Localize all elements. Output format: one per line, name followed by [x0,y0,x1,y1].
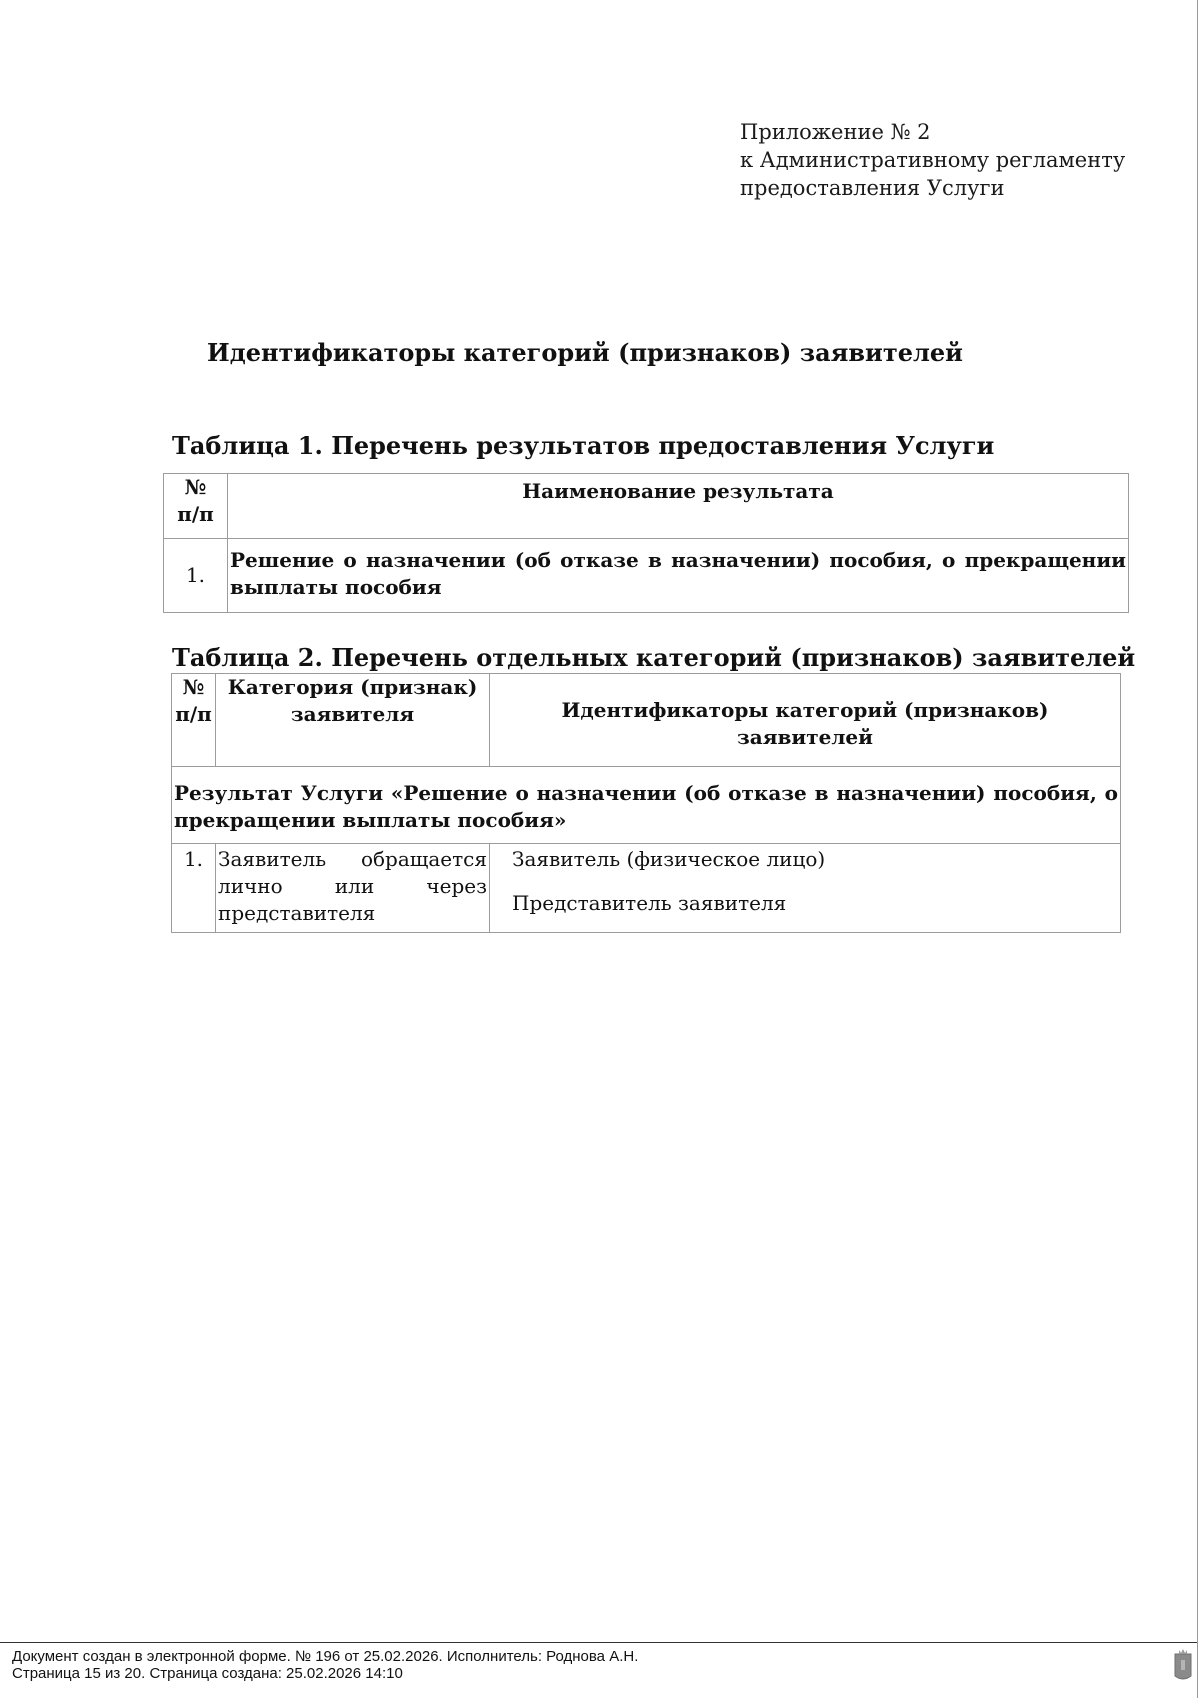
document-footer [12,1648,638,1682]
header-identifiers [490,674,1121,767]
header-result-name: Наименование результата [228,474,1129,539]
coat-of-arms-icon [1173,1648,1193,1682]
result-name-cell [228,539,1129,613]
header-number-line-2: п/п [175,702,212,726]
appendix-line-2: к Административному регламенту [740,148,1126,172]
identifier-item: Представитель заявителя [512,891,787,915]
header-number-line-2: п/п [177,502,214,526]
result-group-line-1: Результат Услуги «Решение о назначении (об отказе в назначении) пособия, о [174,781,1118,805]
table-2-caption: Таблица 2. Перечень отдельных категорий (признаков) заявителей [172,643,1136,672]
row-number: 1. [164,539,228,613]
appendix-note [740,118,1125,202]
category-line-1: Заявитель обращается [218,847,487,871]
category-line-3: представителя [218,901,376,925]
appendix-line-3: предоставления Услуги [740,176,1005,200]
header-category-line-1: Категория (признак) [227,675,478,699]
footer-divider [0,1642,1197,1643]
row-number: 1. [172,844,216,933]
result-group-row [172,767,1121,844]
result-group-cell [172,767,1121,844]
footer-line-1: Документ создан в электронной форме. № 196 от 25.02.2026. Исполнитель: Роднова А.Н. [12,1648,639,1665]
categories-table [171,673,1121,933]
table-row [172,844,1121,933]
result-name-line-2: выплаты пособия [230,575,442,599]
header-number [164,474,228,539]
identifiers-cell [490,844,1121,933]
header-category-line-2: заявителя [290,702,415,726]
page-edge-rule [1197,0,1198,1698]
header-identifiers-line-1: Идентификаторы категорий (признаков) [561,698,1049,722]
header-number [172,674,216,767]
table-header-row [172,674,1121,767]
identifier-item: Заявитель (физическое лицо) [512,847,826,871]
page-title: Идентификаторы категорий (признаков) заявителей [207,338,963,367]
results-table [163,473,1129,613]
header-identifiers-line-2: заявителей [736,725,873,749]
result-name-line-1: Решение о назначении (об отказе в назначении) пособия, о прекращении [230,548,1126,572]
table-1-caption: Таблица 1. Перечень результатов предоставления Услуги [172,431,995,460]
footer-line-2: Страница 15 из 20. Страница создана: 25.02.2026 14:10 [12,1665,403,1682]
header-number-line-1: № [182,675,205,699]
table-header-row [164,474,1129,539]
table-row [164,539,1129,613]
category-cell [216,844,490,933]
header-number-line-1: № [184,475,207,499]
category-line-2: лично или через [218,874,487,898]
appendix-line-1: Приложение № 2 [740,120,931,144]
result-group-line-2: прекращении выплаты пособия» [174,808,567,832]
header-category [216,674,490,767]
